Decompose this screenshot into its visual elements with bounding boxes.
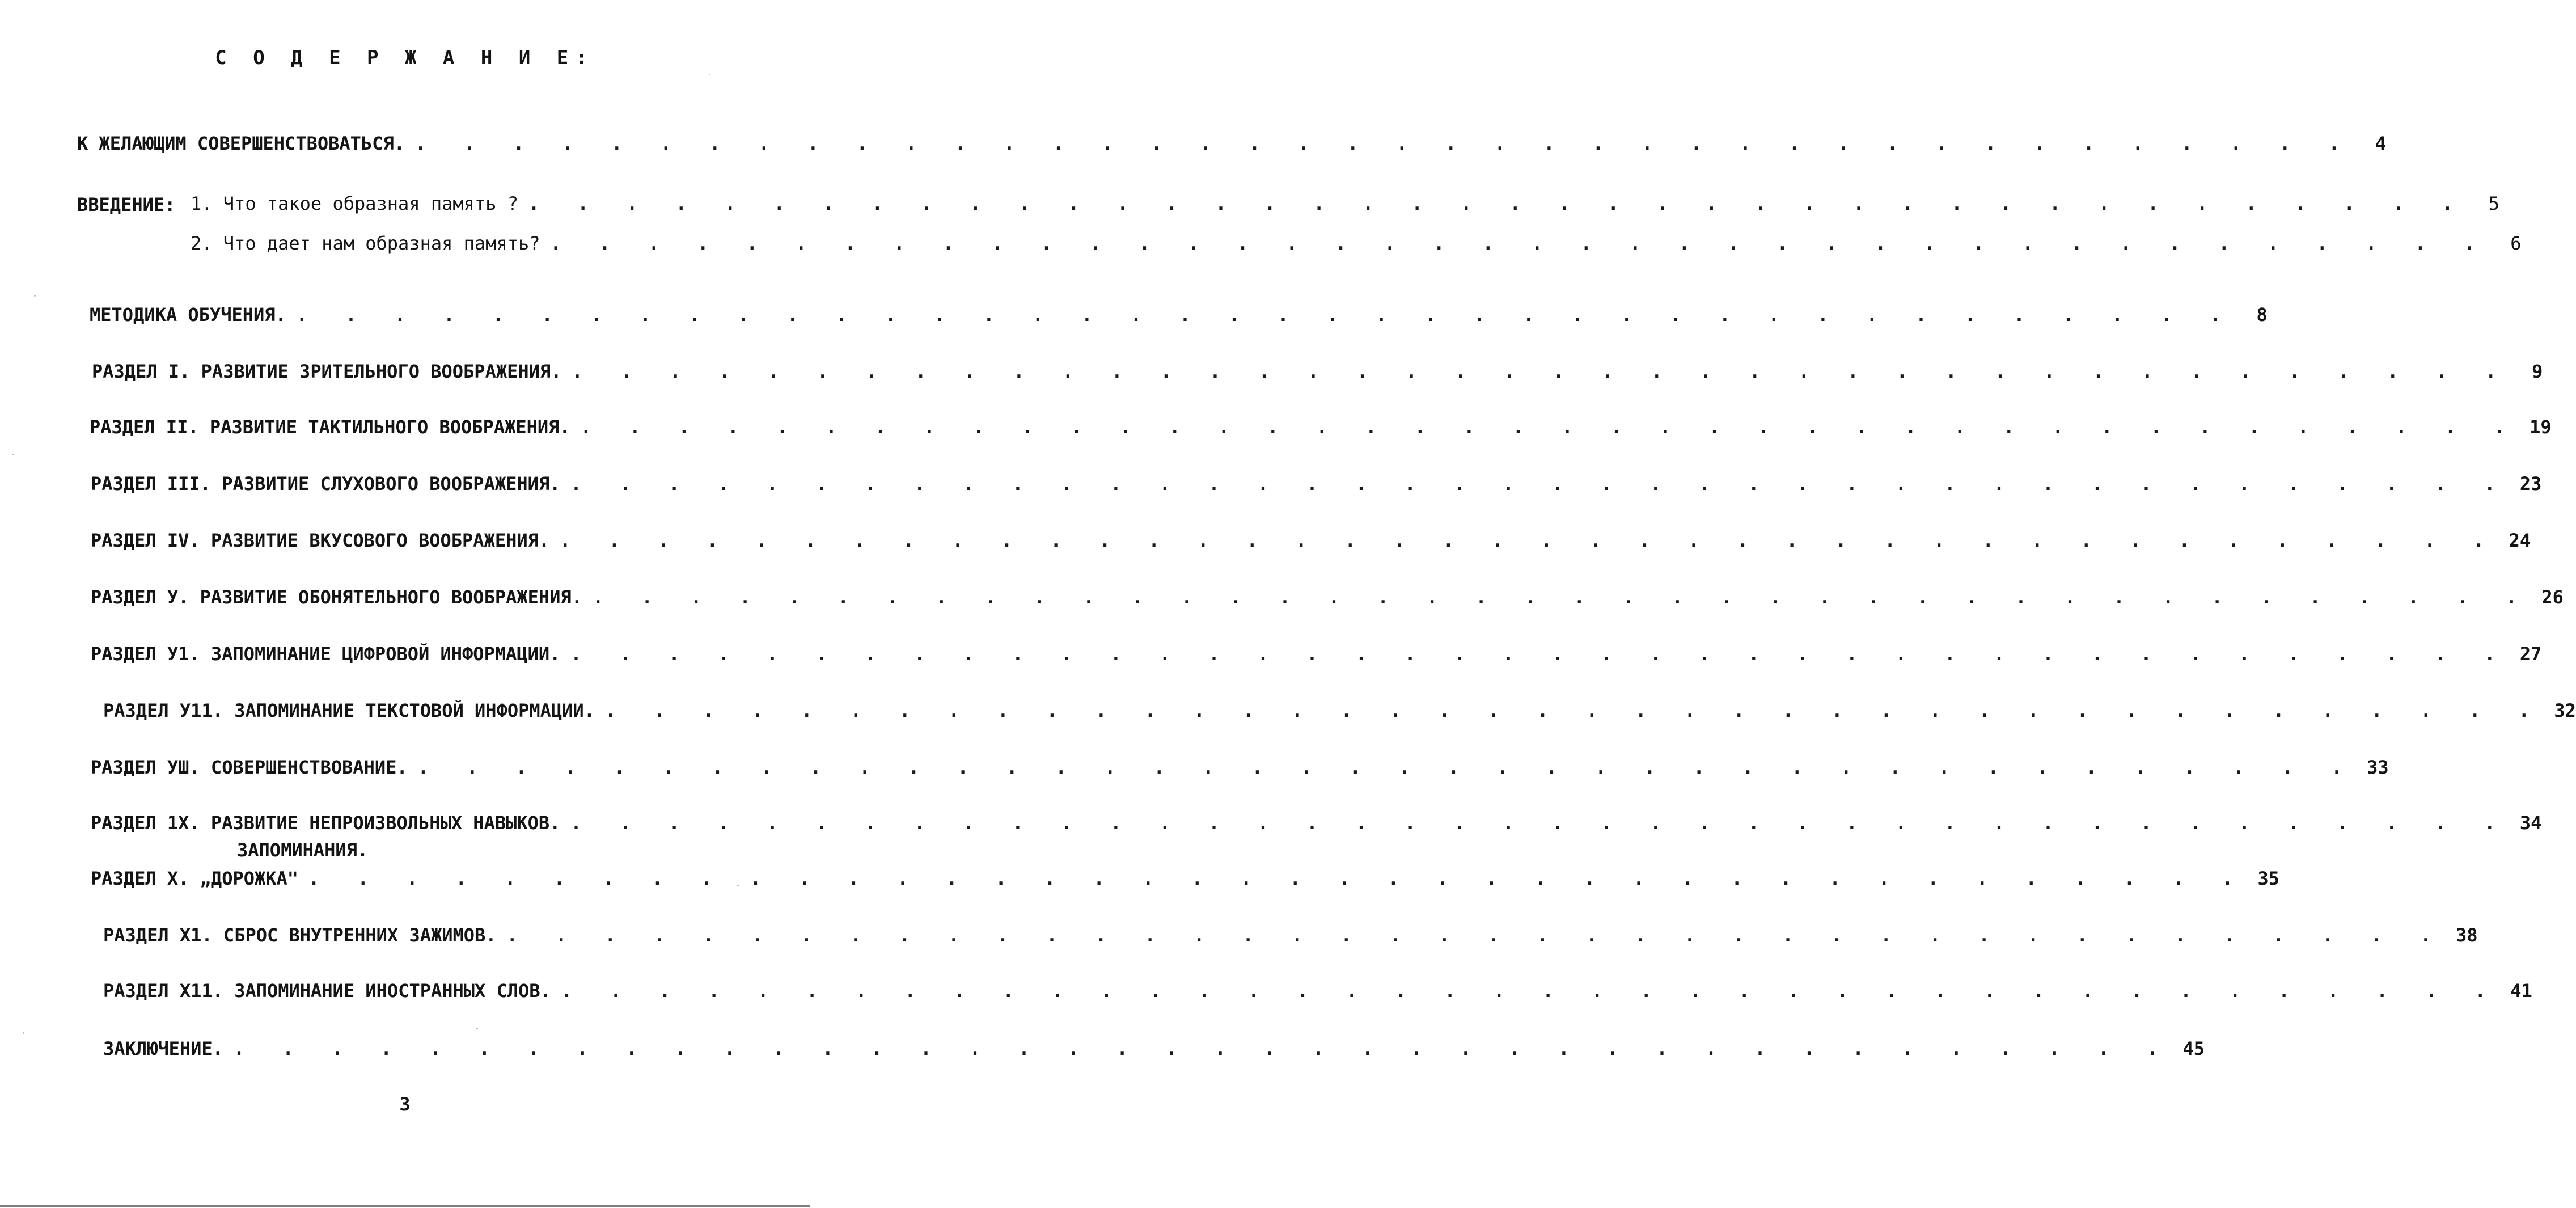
toc-entry-page: 19 xyxy=(2530,416,2552,438)
toc-entry xyxy=(191,233,2522,259)
scan-speck xyxy=(737,885,739,886)
scan-speck xyxy=(34,295,36,297)
toc-entry xyxy=(91,812,2542,838)
dot-leader: . . . . . . . . . . . . . . . . . . . . . . . . . . . . . . . . . . . . . . . . xyxy=(570,473,2509,495)
toc-entry-label: РАЗДЕЛ Х. „ДОРОЖКА" xyxy=(91,868,299,889)
toc-entry xyxy=(103,980,2532,1006)
dot-leader: . . . . . . . . . . . . . . . . . . . . . . . . . . . . . . . . . . . . . . . . xyxy=(592,586,2531,608)
dot-leader: . . . . . . . . . . . . . . . . . . . . . . . . . . . . . . . . . . . . . . . . xyxy=(417,757,2356,778)
toc-entry xyxy=(92,361,2543,387)
toc-entry-label: ЗАКЛЮЧЕНИЕ. xyxy=(103,1038,223,1059)
dot-leader: . . . . . . . . . . . . . . . . . . . . . . . . . . . . . . . . . . . . . . . . xyxy=(604,700,2543,721)
toc-entry-label: РАЗДЕЛ У. РАЗВИТИЕ ОБОНЯТЕЛЬНОГО ВООБРАЖЕНИЯ. xyxy=(91,586,582,608)
dot-leader: . . . . . . . . . . . . . . . . . . . . . . . . . . . . . . . . . . . . . . . . xyxy=(414,133,2353,154)
dot-leader: . . . . . . . . . . . . . . . . . . . . . . . . . . . . . . . . . . . . . . . . xyxy=(570,812,2509,834)
toc-entry-page: 26 xyxy=(2541,586,2564,608)
dot-leader: . . . . . . . . . . . . . . . . . . . . . . . . . . . . . . . . . . . . . . . . xyxy=(572,361,2510,382)
toc-entry-page: 9 xyxy=(2532,361,2543,382)
toc-entry xyxy=(103,924,2478,951)
toc-entry-label: РАЗДЕЛ I. РАЗВИТИЕ ЗРИТЕЛЬНОГО ВООБРАЖЕНИЯ. xyxy=(92,361,562,382)
dot-leader: . . . . . . . . . . . . . . . . . . . . . . . . . . . . . . . . . . . . . . . . xyxy=(296,304,2235,326)
toc-entry-label: РАЗДЕЛ III. РАЗВИТИЕ СЛУХОВОГО ВООБРАЖЕНИЯ. xyxy=(91,473,561,495)
dot-leader: . . . . . . . . . . . . . . . . . . . . . . . . . . . . . . . . . . . . . . . . xyxy=(308,868,2247,889)
page-number: 3 xyxy=(399,1093,411,1115)
dot-leader: . . . . . . . . . . . . . . . . . . . . . . . . . . . . . . . . . . . . . . . . xyxy=(550,233,2489,254)
toc-entry xyxy=(191,193,2499,219)
toc-entry-label: РАЗДЕЛ Х11. ЗАПОМИНАНИЕ ИНОСТРАННЫХ СЛОВ. xyxy=(103,980,551,1002)
toc-entry-page: 27 xyxy=(2519,643,2542,665)
toc-entry-label: РАЗДЕЛ II. РАЗВИТИЕ ТАКТИЛЬНОГО ВООБРАЖЕНИЯ. xyxy=(90,416,570,438)
toc-entry-page: 38 xyxy=(2456,924,2478,946)
toc-entry-page: 5 xyxy=(2488,193,2499,214)
toc-entry-label: МЕТОДИКА ОБУЧЕНИЯ. xyxy=(90,304,286,326)
toc-entry xyxy=(91,868,2280,894)
dot-leader: . . . . . . . . . . . . . . . . . . . . . . . . . . . . . . . . . . . . . . . . xyxy=(580,416,2519,438)
toc-entry-page: 6 xyxy=(2510,233,2522,254)
toc-entry xyxy=(77,133,2386,159)
toc-entry-page: 35 xyxy=(2257,868,2280,889)
toc-entry-label: 2. Что дает нам образная память? xyxy=(191,233,540,254)
toc-entry-label: РАЗДЕЛ 1Х. РАЗВИТИЕ НЕПРОИЗВОЛЬНЫХ НАВЫКОВ. xyxy=(91,812,561,834)
page-bottom-edge xyxy=(0,1205,810,1207)
scan-speck xyxy=(23,1032,24,1034)
toc-entry xyxy=(90,304,2268,330)
toc-entry xyxy=(91,473,2542,499)
toc-entry-label: РАЗДЕЛ У11. ЗАПОМИНАНИЕ ТЕКСТОВОЙ ИНФОРМАЦИИ. xyxy=(103,700,595,721)
toc-entry-page: 45 xyxy=(2182,1038,2205,1059)
toc-entry xyxy=(91,586,2564,613)
scan-speck xyxy=(12,454,14,455)
toc-entry xyxy=(91,757,2389,783)
dot-leader: . . . . . . . . . . . . . . . . . . . . . . . . . . . . . . . . . . . . . . . . xyxy=(506,924,2445,946)
toc-entry-label: РАЗДЕЛ IV. РАЗВИТИЕ ВКУСОВОГО ВООБРАЖЕНИЯ. xyxy=(91,530,550,551)
toc-entry-page: 34 xyxy=(2519,812,2542,834)
toc-entry-page: 4 xyxy=(2375,133,2386,154)
toc-entry-label: РАЗДЕЛ Х1. СБРОС ВНУТРЕННИХ ЗАЖИМОВ. xyxy=(103,924,497,946)
toc-entry-label: 1. Что такое образная память ? xyxy=(191,193,518,214)
scan-speck xyxy=(476,1028,478,1029)
toc-entry xyxy=(90,416,2552,442)
dot-leader: . . . . . . . . . . . . . . . . . . . . . . . . . . . . . . . . . . . . . . . . xyxy=(570,643,2509,665)
toc-entry-page: 41 xyxy=(2510,980,2532,1002)
dot-leader: . . . . . . . . . . . . . . . . . . . . . . . . . . . . . . . . . . . . . . . . xyxy=(560,530,2498,551)
toc-entry-page: 8 xyxy=(2256,304,2268,326)
toc-entry-page: 32 xyxy=(2554,700,2576,721)
toc-entry xyxy=(103,1038,2205,1064)
scan-speck xyxy=(709,74,710,75)
toc-entry-label: К ЖЕЛАЮЩИМ СОВЕРШЕНСТВОВАТЬСЯ. xyxy=(77,133,405,154)
toc-entry-page: 23 xyxy=(2519,473,2542,495)
toc-entry xyxy=(103,700,2576,726)
dot-leader: . . . . . . . . . . . . . . . . . . . . . . . . . . . . . . . . . . . . . . . . xyxy=(233,1038,2172,1059)
toc-entry-label: РАЗДЕЛ УШ. СОВЕРШЕНСТВОВАНИЕ. xyxy=(91,757,408,778)
toc-entry-continuation: ЗАПОМИНАНИЯ. xyxy=(237,839,369,861)
intro-prefix: ВВЕДЕНИЕ: xyxy=(77,194,176,216)
page-title: С О Д Е Р Ж А Н И Е: xyxy=(215,47,595,69)
toc-entry xyxy=(91,643,2542,669)
toc-entry xyxy=(91,530,2531,556)
toc-entry-page: 33 xyxy=(2367,757,2389,778)
dot-leader: . . . . . . . . . . . . . . . . . . . . . . . . . . . . . . . . . . . . . . . . xyxy=(528,193,2467,214)
toc-entry-page: 24 xyxy=(2509,530,2531,551)
dot-leader: . . . . . . . . . . . . . . . . . . . . . . . . . . . . . . . . . . . . . . . . xyxy=(561,980,2499,1002)
toc-entry-label: РАЗДЕЛ У1. ЗАПОМИНАНИЕ ЦИФРОВОЙ ИНФОРМАЦИИ. xyxy=(91,643,561,665)
